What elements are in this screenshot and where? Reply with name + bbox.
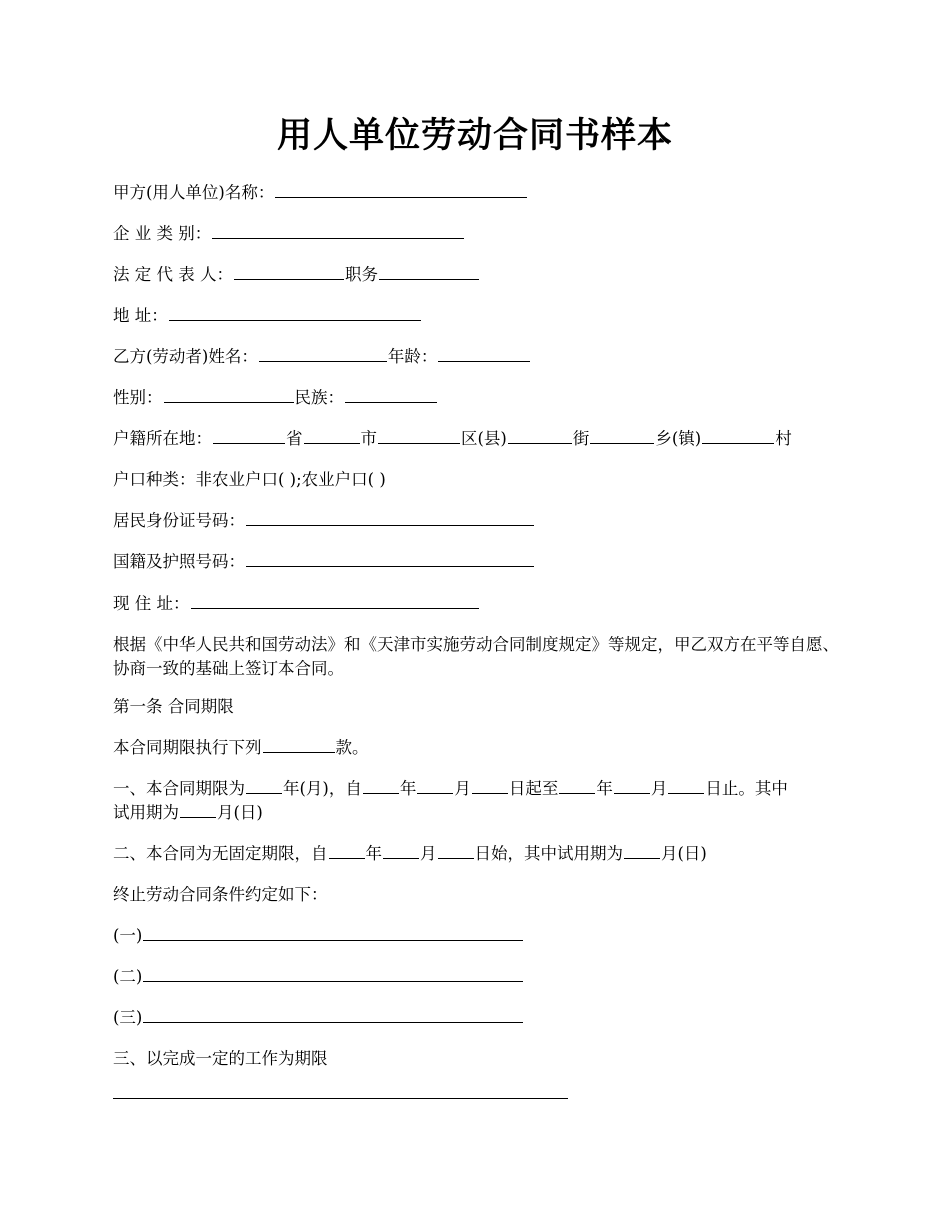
task-term-line — [113, 1082, 853, 1106]
district-blank[interactable] — [378, 427, 460, 444]
gender-label: 性别： — [113, 388, 163, 407]
article-1-heading: 第一条 合同期限 — [113, 697, 234, 716]
town-label: 乡(镇) — [655, 429, 702, 448]
condition-3-line — [113, 1006, 853, 1030]
city-label: 市 — [360, 429, 377, 448]
fixed-term-year-month: 年(月)，自 — [283, 779, 362, 798]
age-label: 年龄： — [387, 347, 438, 366]
village-label: 村 — [775, 429, 792, 448]
hukou-label: 户籍所在地： — [113, 429, 212, 448]
termination-heading: 终止劳动合同条件约定如下： — [113, 885, 328, 904]
probation-unit: 月(日) — [217, 803, 263, 822]
condition-1-label: (一) — [113, 926, 143, 945]
end-month-label: 月 — [650, 779, 668, 798]
gender-blank[interactable] — [164, 386, 294, 403]
party-a-address-line — [113, 304, 853, 328]
id-number-label: 居民身份证号码： — [113, 511, 245, 530]
party-b-name-blank[interactable] — [259, 345, 387, 362]
id-number-line — [113, 509, 853, 533]
legal-rep-line — [113, 263, 853, 287]
start-day-blank[interactable] — [472, 777, 508, 794]
preamble-paragraph: 根据《中华人民共和国劳动法》和《天津市实施劳动合同制度规定》等规定，甲乙双方在平等自愿、协商一致的基础上签订本合同。 — [113, 635, 839, 678]
probation-blank[interactable] — [180, 801, 216, 818]
start-month-label: 月 — [454, 779, 471, 798]
street-label: 街 — [572, 429, 590, 448]
open-term-line — [113, 842, 853, 866]
passport-line — [113, 550, 853, 574]
open-start-month-blank[interactable] — [383, 842, 419, 859]
condition-1-blank[interactable] — [143, 924, 523, 941]
task-term-blank[interactable] — [113, 1082, 568, 1099]
id-number-blank[interactable] — [246, 509, 534, 526]
residence-blank[interactable] — [191, 592, 479, 609]
ethnicity-label: 民族： — [294, 388, 344, 407]
term-execution-prefix: 本合同期限执行下列 — [113, 738, 262, 757]
open-start-day-blank[interactable] — [438, 842, 474, 859]
party-a-address-label: 地 址： — [113, 306, 168, 325]
fixed-term-line-2 — [113, 801, 853, 825]
condition-2-blank[interactable] — [143, 965, 523, 982]
open-probation-blank[interactable] — [624, 842, 660, 859]
party-a-name-line — [113, 181, 853, 205]
open-start-year-blank[interactable] — [329, 842, 365, 859]
condition-2-label: (二) — [113, 967, 143, 986]
term-clause-blank[interactable] — [263, 736, 335, 753]
city-blank[interactable] — [304, 427, 360, 444]
fixed-term-prefix: 一、本合同期限为 — [113, 779, 245, 798]
end-day-blank[interactable] — [668, 777, 704, 794]
enterprise-type-line — [113, 222, 853, 246]
party-b-name-line — [113, 345, 853, 369]
probation-label: 试用期为 — [113, 803, 179, 822]
province-blank[interactable] — [213, 427, 285, 444]
passport-blank[interactable] — [246, 550, 534, 567]
term-execution-line — [113, 736, 853, 760]
gender-line — [113, 386, 853, 410]
end-year-blank[interactable] — [559, 777, 595, 794]
end-year-label: 年 — [596, 779, 613, 798]
open-year-label: 年 — [365, 844, 382, 863]
passport-label: 国籍及护照号码： — [113, 552, 245, 571]
fixed-term-length-blank[interactable] — [246, 777, 282, 794]
province-label: 省 — [286, 429, 303, 448]
task-term-heading: 三、以完成一定的工作为期限 — [113, 1049, 328, 1068]
term-execution-suffix: 款。 — [335, 738, 369, 757]
party-b-name-label: 乙方(劳动者)姓名： — [113, 347, 258, 366]
legal-rep-label: 法 定 代 表 人： — [113, 265, 233, 284]
enterprise-type-label: 企 业 类 别： — [113, 224, 212, 243]
residence-line — [113, 592, 853, 616]
party-a-name-label: 甲方(用人单位)名称： — [113, 183, 275, 202]
open-probation-unit: 月(日) — [661, 844, 707, 863]
residence-label: 现 住 址： — [113, 594, 190, 613]
condition-2-line — [113, 965, 853, 989]
hukou-type-line: 户口种类：非农业户口( );农业户口( ) — [113, 470, 386, 489]
start-month-blank[interactable] — [417, 777, 453, 794]
town-blank[interactable] — [590, 427, 654, 444]
open-term-prefix: 二、本合同为无固定期限，自 — [113, 844, 328, 863]
age-blank[interactable] — [438, 345, 530, 362]
party-a-name-blank[interactable] — [275, 181, 527, 198]
document-title: 用人单位劳动合同书样本 — [276, 115, 673, 156]
fixed-term-line-1 — [113, 777, 853, 801]
condition-3-label: (三) — [113, 1008, 143, 1027]
street-blank[interactable] — [508, 427, 572, 444]
position-label: 职务 — [344, 265, 378, 284]
village-blank[interactable] — [702, 427, 774, 444]
end-month-blank[interactable] — [614, 777, 650, 794]
district-label: 区(县) — [461, 429, 507, 448]
party-a-address-blank[interactable] — [169, 304, 421, 321]
open-day-label: 日始，其中试用期为 — [474, 844, 623, 863]
condition-3-blank[interactable] — [143, 1006, 523, 1023]
start-day-label: 日起至 — [508, 779, 559, 798]
start-year-label: 年 — [399, 779, 417, 798]
open-month-label: 月 — [420, 844, 437, 863]
end-day-label: 日止。其中 — [705, 779, 788, 798]
ethnicity-blank[interactable] — [345, 386, 437, 403]
position-blank[interactable] — [379, 263, 479, 280]
start-year-blank[interactable] — [363, 777, 399, 794]
legal-rep-blank[interactable] — [234, 263, 344, 280]
hukou-line — [113, 427, 853, 451]
condition-1-line — [113, 924, 853, 948]
enterprise-type-blank[interactable] — [212, 222, 464, 239]
